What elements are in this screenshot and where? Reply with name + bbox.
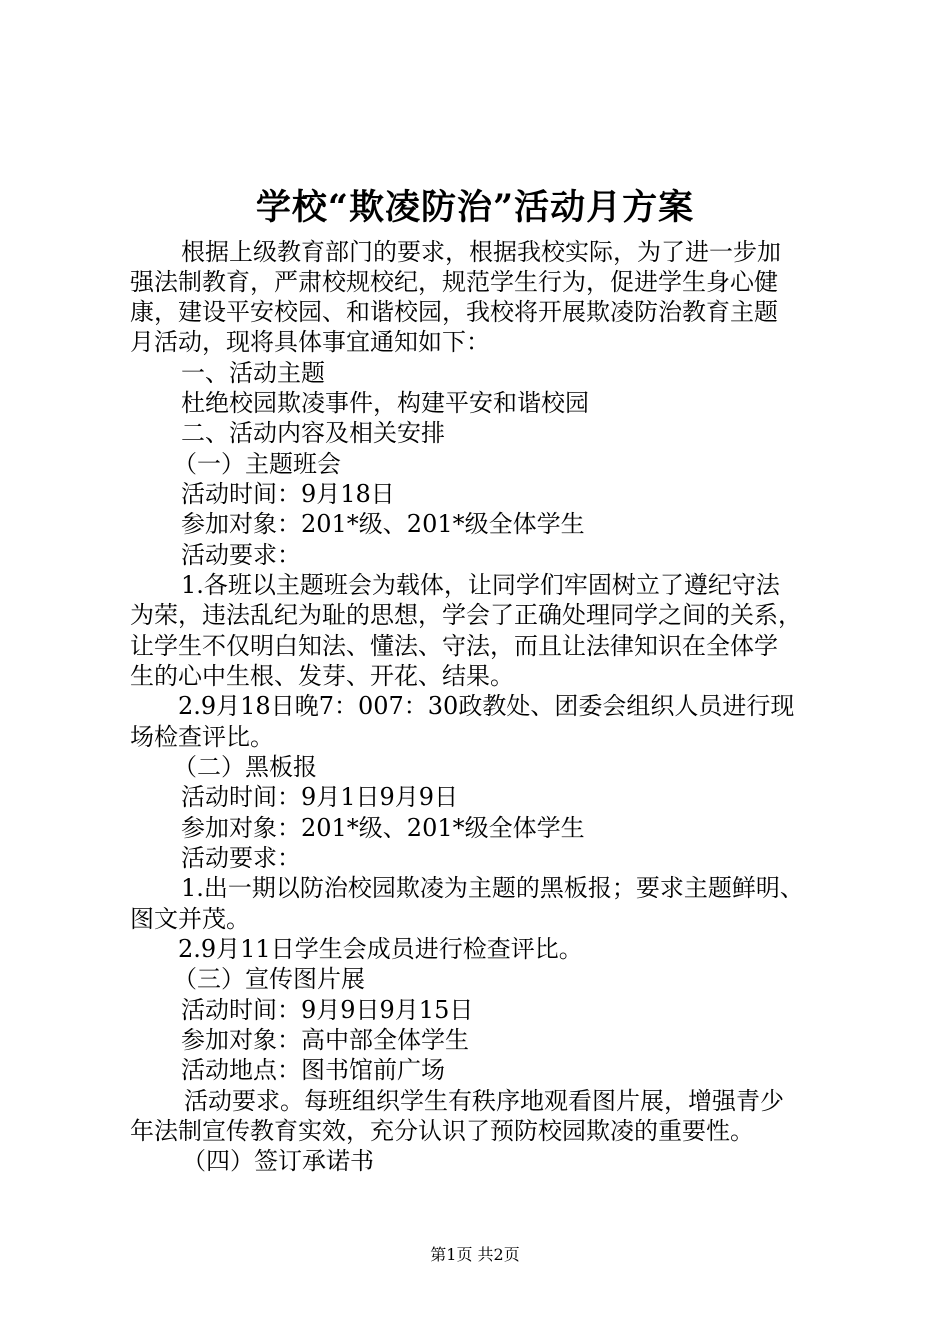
paragraph-line: 1.出一期以防治校园欺凌为主题的黑板报；要求主题鲜明、	[181, 874, 804, 902]
paragraph-line: 强法制教育，严肃校规校纪，规范学生行为，促进学生身心健	[130, 268, 778, 296]
paragraph-line: 月活动，现将具体事宜通知如下：	[130, 328, 490, 356]
paragraph-line: 生的心中生根、发芽、开花、结果。	[130, 662, 514, 690]
paragraph-line: 康，建设平安校园、和谐校园，我校将开展欺凌防治教育主题	[130, 298, 778, 326]
paragraph-line: 图文并茂。	[130, 905, 250, 933]
paragraph-line: 2.9月18日晚7：007：30政教处、团委会组织人员进行现	[178, 692, 795, 720]
paragraph-line: 杜绝校园欺凌事件，构建平安和谐校园	[181, 389, 589, 417]
subsection-heading: （三）宣传图片展	[173, 965, 365, 993]
paragraph-line: 活动时间：9月1日9月9日	[181, 783, 459, 811]
paragraph-line: 活动时间：9月9日9月15日	[181, 996, 474, 1024]
paragraph-line: 参加对象：201*级、201*级全体学生	[181, 510, 585, 538]
paragraph-line: 活动要求：	[181, 844, 301, 872]
paragraph-line: 根据上级教育部门的要求，根据我校实际，为了进一步加	[181, 238, 781, 266]
paragraph-line: 活动要求。每班组织学生有秩序地观看图片展，增强青少	[184, 1087, 784, 1115]
paragraph-line: 年法制宣传教育实效，充分认识了预防校园欺凌的重要性。	[130, 1117, 754, 1145]
section-heading: 一、活动主题	[181, 359, 325, 387]
paragraph-line: 活动时间：9月18日	[181, 480, 395, 508]
paragraph-line: 参加对象：201*级、201*级全体学生	[181, 814, 585, 842]
paragraph-line: 2.9月11日学生会成员进行检查评比。	[178, 935, 583, 963]
page-number-footer: 第1页 共2页	[430, 1245, 520, 1264]
paragraph-line: 为荣，违法乱纪为耻的思想，学会了正确处理同学之间的关系，	[130, 601, 802, 629]
paragraph-line: 参加对象：高中部全体学生	[181, 1026, 469, 1054]
section-heading: 二、活动内容及相关安排	[181, 419, 445, 447]
document-title: 学校“欺凌防治”活动月方案	[255, 187, 695, 228]
paragraph-line: 活动要求：	[181, 541, 301, 569]
paragraph-line: 让学生不仅明白知法、懂法、守法，而且让法律知识在全体学	[130, 632, 778, 660]
paragraph-line: 场检查评比。	[130, 723, 274, 751]
subsection-heading: （二）黑板报	[173, 753, 317, 781]
subsection-heading: （一）主题班会	[173, 450, 341, 478]
paragraph-line: 活动地点：图书馆前广场	[181, 1056, 445, 1084]
paragraph-line: 1.各班以主题班会为载体，让同学们牢固树立了遵纪守法	[181, 571, 780, 599]
subsection-heading: （四）签订承诺书	[182, 1147, 374, 1175]
